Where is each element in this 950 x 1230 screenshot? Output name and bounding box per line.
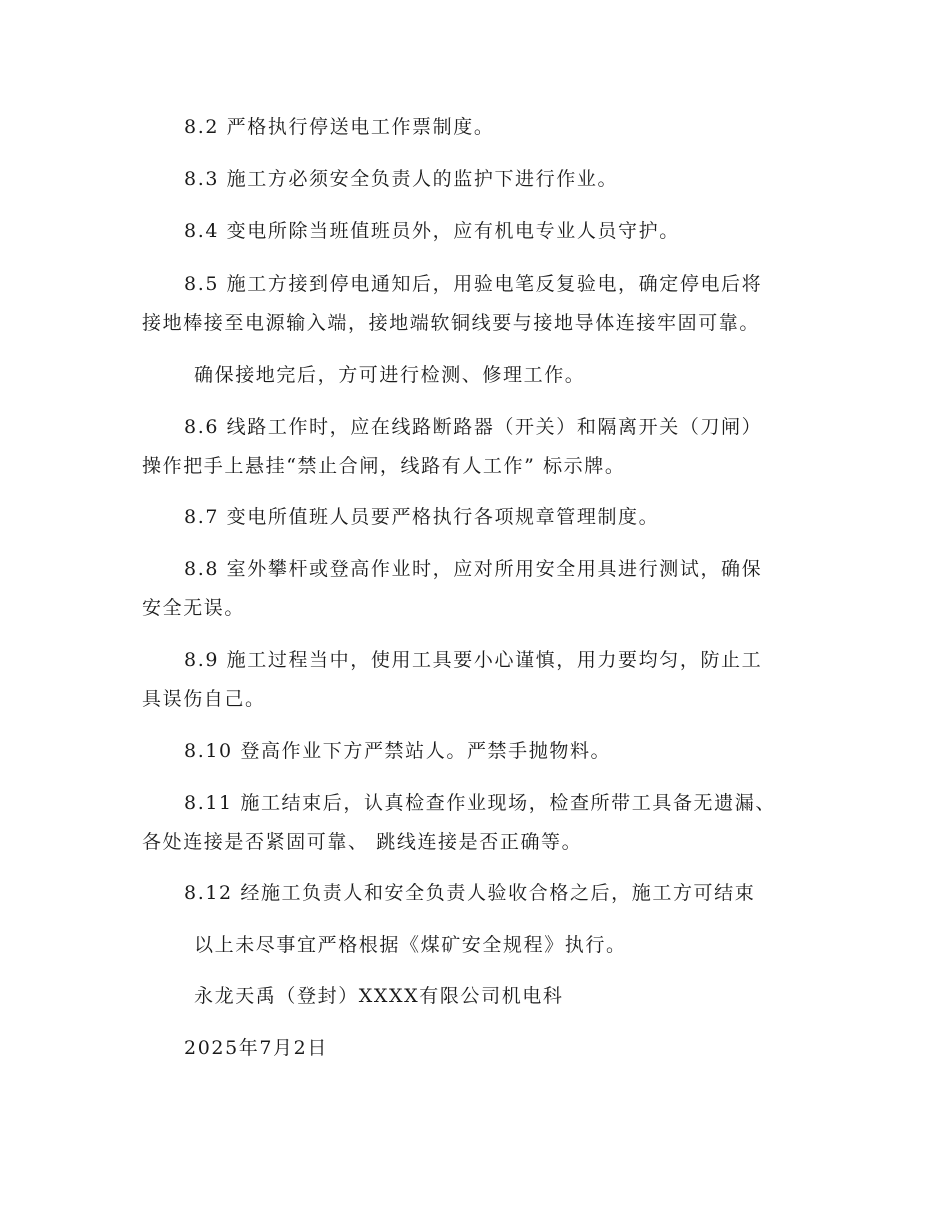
text-line: 8.6 线路工作时，应在线路断路器（开关）和隔离开关（刀闸）: [184, 416, 763, 438]
paragraph-closing-note: [142, 926, 802, 965]
text-line: 具误伤自己。: [142, 688, 266, 710]
text-line: 8.9 施工过程当中，使用工具要小心谨慎，用力要均匀，防止工: [184, 649, 763, 671]
text-line: 接地棒接至电源输入端，接地端软铜线要与接地导体连接牢固可靠。: [142, 312, 761, 334]
paragraph-8-8: [142, 550, 802, 628]
text-line: 确保接地完后，方可进行检测、修理工作。: [194, 364, 586, 386]
text-line: 操作把手上悬挂“禁止合闸，线路有人工作” 标示牌。: [142, 455, 626, 477]
text-line: 8.11 施工结束后，认真检查作业现场，检查所带工具备无遗漏、: [184, 792, 776, 814]
paragraph-8-5: [142, 265, 802, 343]
text-line: 8.2 严格执行停送电工作票制度。: [184, 116, 495, 138]
paragraph-8-11: [142, 784, 802, 862]
text-line: 8.8 室外攀杆或登高作业时，应对所用安全用具进行测试，确保: [184, 558, 763, 580]
paragraph-8-6: [142, 408, 802, 486]
text-line: 8.5 施工方接到停电通知后，用验电笔反复验电，确定停电后将: [184, 273, 763, 295]
signature-department: [142, 977, 802, 1016]
text-line: 各处连接是否紧固可靠、 跳线连接是否正确等。: [142, 831, 583, 853]
text-line: 8.10 登高作业下方严禁站人。严禁手抛物料。: [184, 740, 612, 762]
text-line: 8.4 变电所除当班值班员外，应有机电专业人员守护。: [184, 220, 680, 242]
text-line: 8.3 施工方必须安全负责人的监护下进行作业。: [184, 168, 619, 190]
text-line: 安全无误。: [142, 597, 246, 619]
paragraph-8-9: [142, 641, 802, 719]
text-line: 以上未尽事宜严格根据《煤矿安全规程》执行。: [194, 934, 627, 956]
text-line: 8.7 变电所值班人员要严格执行各项规章管理制度。: [184, 506, 660, 528]
paragraph-8-7: [142, 498, 802, 537]
signature-date: [142, 1029, 802, 1068]
paragraph-8-2: [142, 108, 802, 147]
paragraph-grounding-note: [142, 356, 802, 395]
text-line: 8.12 经施工负责人和安全负责人验收合格之后，施工方可结束: [184, 882, 756, 904]
paragraph-8-4: [142, 212, 802, 251]
paragraph-8-12: [142, 874, 802, 913]
paragraph-8-10: [142, 732, 802, 771]
paragraph-8-3: [142, 160, 802, 199]
text-line: 2025年7月2日: [184, 1037, 328, 1059]
text-line: 永龙天禹（登封）XXXX有限公司机电科: [194, 985, 564, 1007]
